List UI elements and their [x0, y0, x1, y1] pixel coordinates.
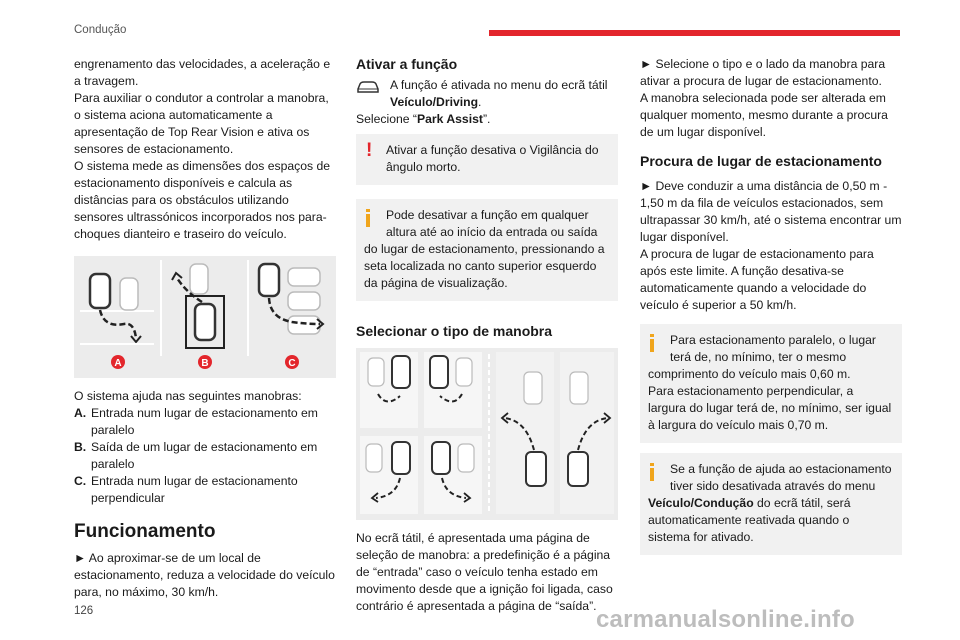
info-box-dimensions: [640, 324, 902, 443]
park-assist-name: Park Assist: [416, 112, 483, 126]
panel-perpendicular-right: [560, 352, 614, 514]
intro-paragraph-2: Para auxiliar o condutor a controlar a manobra, o sistema aciona automaticamente a apresentação de Top Rear Vision e ativa os sensores de estacionamento.: [74, 91, 329, 156]
maneuvers-intro: O sistema ajuda nas seguintes manobras:: [74, 389, 302, 403]
change-maneuver-text: A manobra selecionada pode ser alterada em qualquer momento, mesmo durante a procura de um lugar disponível.: [640, 91, 888, 139]
warning-icon: !: [366, 140, 373, 161]
funcionamento-heading: Funcionamento: [74, 521, 216, 542]
maneuver-types-illustration: [74, 256, 336, 378]
menu-name: Veículo/Driving: [390, 95, 479, 109]
screen-text: No ecrã tátil, é apresentada uma página de seleção de manobra: a predefinição é a página de “entrada” caso o veículo tenha estado em movimento desde que a ignição foi ligada, caso contrário é apresentada a página de “saída”.: [356, 531, 613, 613]
maneuver-type-heading: Selecionar o tipo de manobra: [356, 323, 553, 339]
figure-label-c: C: [288, 358, 296, 369]
info-icon: [366, 209, 370, 227]
figure-label-b: B: [201, 358, 209, 369]
search-heading: Procura de lugar de estacionamento: [640, 153, 882, 169]
intro-paragraph-3: O sistema mede as dimensões dos espaços de estacionamento disponíveis e calcula as distâncias para os obstáculos utilizando sensores ultrassónicos incorporados nos para-choques dianteiro e traseiro do veículo.: [74, 159, 331, 241]
info-reactivation-first: Se a função de ajuda ao estacionamento tiver sido desativada através do menu: [670, 462, 892, 493]
info-dimensions-rest: comprimento do veículo mais 0,60 m.: [648, 367, 851, 381]
info-reactivation-rest: [648, 495, 894, 546]
panel-perpendicular-left: [496, 352, 554, 514]
warning-text: Ativar a função desativa o Vigilância do ângulo morto.: [386, 143, 599, 174]
panel-exit-1: [360, 436, 418, 514]
activate-text-end: .: [478, 95, 482, 109]
info-dimensions-first: Para estacionamento paralelo, o lugar terá de, no mínimo, ter o mesmo: [670, 333, 876, 364]
maneuver-selection-illustration: [356, 348, 618, 520]
info-text-first: Pode desativar a função em qualquer altura até ao início da entrada ou saída: [386, 208, 598, 239]
funcionamento-text: ► Ao aproximar-se de um local de estacionamento, reduza a velocidade do veículo para, no máximo, 30 km/h.: [74, 551, 335, 599]
panel-entry-1: [360, 352, 418, 428]
maneuver-key: A.: [74, 406, 87, 420]
maneuver-item-c: [74, 473, 336, 507]
info-dimensions-perpendicular: Para estacionamento perpendicular, a largura do lugar terá de, no mínimo, ser igual à largura do veículo mais 0,70 m.: [648, 384, 892, 432]
column-2: [356, 56, 618, 615]
info-icon: [650, 463, 654, 481]
select-park-assist: [356, 111, 618, 128]
column-3: [640, 56, 902, 555]
info-reactivation-text: do ecrã tátil, será automaticamente reativada quando o sistema for ativado.: [648, 496, 851, 544]
info-box-deactivate: [356, 199, 618, 301]
activate-text: [390, 77, 618, 111]
info-text-rest: do lugar de estacionamento, pressionando a seta localizada no canto superior esquerdo da página de visualização.: [364, 242, 605, 290]
info-box-reactivation: [640, 453, 902, 555]
warning-box: [356, 134, 618, 185]
select-text-start: Selecione “: [356, 112, 417, 126]
column-1: [74, 56, 336, 601]
select-text-end: ”.: [482, 112, 491, 126]
maneuver-key: C.: [74, 474, 87, 488]
watermark: carmanualsonline.info: [596, 606, 855, 633]
page-section-header: Condução: [74, 24, 127, 36]
menu-name: Veículo/Condução: [648, 496, 754, 510]
car-icon: [356, 80, 380, 111]
activate-row: [356, 77, 618, 111]
activate-heading: Ativar a função: [356, 56, 458, 72]
maneuver-item-b: [74, 439, 336, 473]
panel-exit-2: [424, 436, 482, 514]
search-text: ► Deve conduzir a uma distância de 0,50 m - 1,50 m da fila de veículos estacionados, sem ultrapassar 30 km/h, até o sistema encontrar um lugar disponível.: [640, 179, 902, 244]
info-icon: [650, 334, 654, 352]
intro-paragraph-1: engrenamento das velocidades, a aceleração e a travagem.: [74, 57, 331, 88]
panel-entry-2: [424, 352, 482, 428]
header-accent-bar: [489, 30, 900, 36]
maneuver-selection-figure: [356, 348, 618, 520]
select-maneuver-text: ► Selecione o tipo e o lado da manobra para ativar a procura de lugar de estacionamento.: [640, 57, 886, 88]
maneuver-text: Entrada num lugar de estacionamento em paralelo: [91, 406, 318, 437]
activate-text-part: A função é ativada no menu do ecrã tátil: [390, 78, 608, 92]
figure-label-a: A: [114, 358, 122, 369]
maneuver-text: Entrada num lugar de estacionamento perpendicular: [91, 474, 298, 505]
maneuver-key: B.: [74, 440, 87, 454]
maneuver-types-figure: [74, 256, 336, 378]
maneuver-text: Saída de um lugar de estacionamento em paralelo: [91, 440, 318, 471]
page-number: 126: [74, 605, 94, 617]
maneuver-item-a: [74, 405, 336, 439]
search-stop-text: A procura de lugar de estacionamento para após este limite. A função desativa-se automaticamente quando a velocidade do veículo é superior a 50 km/h.: [640, 247, 874, 312]
